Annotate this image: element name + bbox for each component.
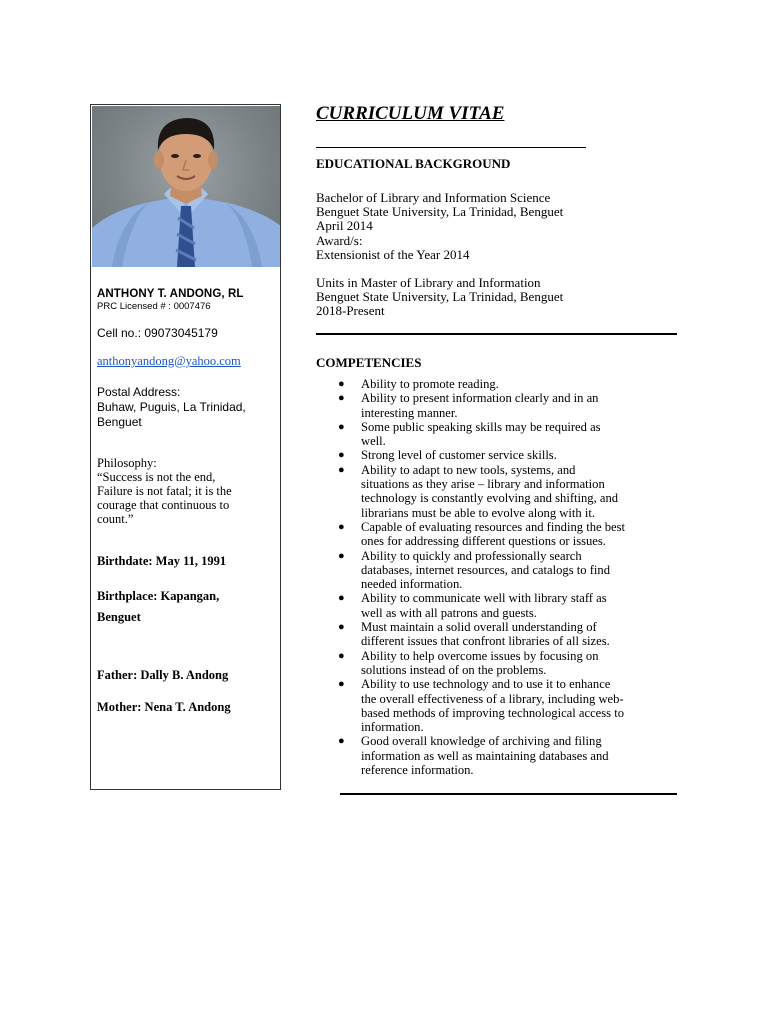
education-line: Units in Master of Library and Information <box>316 275 541 290</box>
competency-line: Must maintain a solid overall understanding of <box>361 620 597 635</box>
competency-line: solutions instead of on the problems. <box>361 662 547 677</box>
bullet-icon: ● <box>338 420 345 433</box>
competency-line: interesting manner. <box>361 405 458 420</box>
competency-line: Good overall knowledge of archiving and filing <box>361 734 602 749</box>
competency-line: needed information. <box>361 577 463 592</box>
education-entry-masters <box>316 276 563 319</box>
education-line: Extensionist of the Year 2014 <box>316 246 470 262</box>
competency-item <box>316 649 680 678</box>
portrait-image <box>92 106 281 267</box>
competency-item <box>316 591 680 620</box>
competency-line: Ability to promote reading. <box>361 377 499 391</box>
profile-photo <box>92 106 281 267</box>
email-link[interactable]: anthonyandong@yahoo.com <box>97 354 241 368</box>
competencies-heading: COMPETENCIES <box>316 355 422 370</box>
competency-line: well as with all patrons and guests. <box>361 605 537 620</box>
birthplace <box>97 586 276 628</box>
postal-address-line: Buhaw, Puguis, La Trinidad, <box>97 400 246 414</box>
bullet-icon: ● <box>338 520 345 533</box>
competency-line: well. <box>361 434 386 449</box>
section-divider <box>316 333 677 335</box>
competency-line: Strong level of customer service skills. <box>361 448 557 463</box>
bullet-icon: ● <box>338 592 345 605</box>
competency-line: Ability to help overcome issues by focusing on <box>361 648 599 663</box>
competency-item <box>316 520 680 549</box>
competency-line: Some public speaking skills may be required as <box>361 419 601 434</box>
bullet-icon: ● <box>338 549 345 562</box>
competency-item <box>316 391 680 420</box>
bullet-icon: ● <box>338 678 345 691</box>
education-line: 2018-Present <box>316 303 385 319</box>
birthplace-line: Birthplace: Kapangan, <box>97 589 220 603</box>
competencies-list <box>316 377 680 777</box>
competency-line: different issues that confront libraries of all sizes. <box>361 634 610 649</box>
education-entry-bachelor <box>316 191 563 262</box>
profile-sidebar <box>90 104 281 790</box>
competency-line: Ability to quickly and professionally search <box>361 548 582 563</box>
competency-item <box>316 677 680 734</box>
competency-line: Ability to use technology and to use it to enhance <box>361 677 611 692</box>
competency-item <box>316 420 680 449</box>
education-line: Award/s: <box>316 232 363 248</box>
mother-name: Mother: Nena T. Andong <box>97 700 231 714</box>
competency-line: information. <box>361 720 424 735</box>
competency-line: Ability to adapt to new tools, systems, and <box>361 462 576 477</box>
competency-line: information as well as maintaining databases and <box>361 748 609 763</box>
competency-line: Capable of evaluating resources and finding the best <box>361 519 626 534</box>
education-line: Benguet State University, La Trinidad, Benguet <box>316 289 564 305</box>
license-number: PRC Licensed # : 0007476 <box>97 301 211 312</box>
competency-line: situations as they arise – library and information <box>361 477 605 492</box>
cell-number: Cell no.: 09073045179 <box>97 326 218 340</box>
education-line: Bachelor of Library and Information Science <box>316 190 551 205</box>
competency-line: the overall effectiveness of a library, including web- <box>361 691 624 706</box>
bullet-icon: ● <box>338 621 345 634</box>
birthdate: Birthdate: May 11, 1991 <box>97 554 227 568</box>
philosophy-line: courage that continuous to <box>97 498 230 512</box>
postal-address-label: Postal Address: <box>97 385 181 399</box>
birthplace-line: Benguet <box>97 610 141 624</box>
competency-line: librarians must be able to evolve along with it. <box>361 505 595 520</box>
document-title: CURRICULUM VITAE <box>316 103 505 124</box>
competency-line: Ability to communicate well with library staff as <box>361 591 607 606</box>
competency-line: databases, internet resources, and catalogs to find <box>361 562 610 577</box>
education-line: April 2014 <box>316 218 373 234</box>
philosophy-line: “Success is not the end, <box>97 470 216 484</box>
postal-address <box>97 400 276 430</box>
competency-item <box>316 463 680 520</box>
bullet-icon: ● <box>338 649 345 662</box>
father-name: Father: Dally B. Andong <box>97 668 229 682</box>
philosophy-line: count.” <box>97 512 134 526</box>
bullet-icon: ● <box>338 463 345 476</box>
bullet-icon: ● <box>338 392 345 405</box>
philosophy-quote <box>97 470 276 526</box>
competency-item <box>316 620 680 649</box>
competency-line: technology is constantly evolving and shifting, and <box>361 491 619 506</box>
education-line: Benguet State University, La Trinidad, Benguet <box>316 204 564 220</box>
title-divider <box>316 147 586 148</box>
philosophy-label: Philosophy: <box>97 456 157 470</box>
education-heading: EDUCATIONAL BACKGROUND <box>316 156 511 171</box>
competency-line: reference information. <box>361 763 474 778</box>
philosophy-line: Failure is not fatal; it is the <box>97 484 232 498</box>
bullet-icon: ● <box>338 449 345 462</box>
bullet-icon: ● <box>338 735 345 748</box>
competency-line: ones for addressing different questions or issues. <box>361 534 606 549</box>
competency-item <box>316 734 680 777</box>
postal-address-line: Benguet <box>97 415 142 429</box>
competency-line: Ability to present information clearly and in an <box>361 391 599 406</box>
competency-item <box>316 377 680 391</box>
competency-item <box>316 549 680 592</box>
bottom-divider <box>340 793 677 795</box>
competency-item <box>316 448 680 462</box>
profile-name: ANTHONY T. ANDONG, RL <box>97 288 244 300</box>
bullet-icon: ● <box>338 378 345 390</box>
competency-line: based methods of improving technological access to <box>361 705 624 720</box>
